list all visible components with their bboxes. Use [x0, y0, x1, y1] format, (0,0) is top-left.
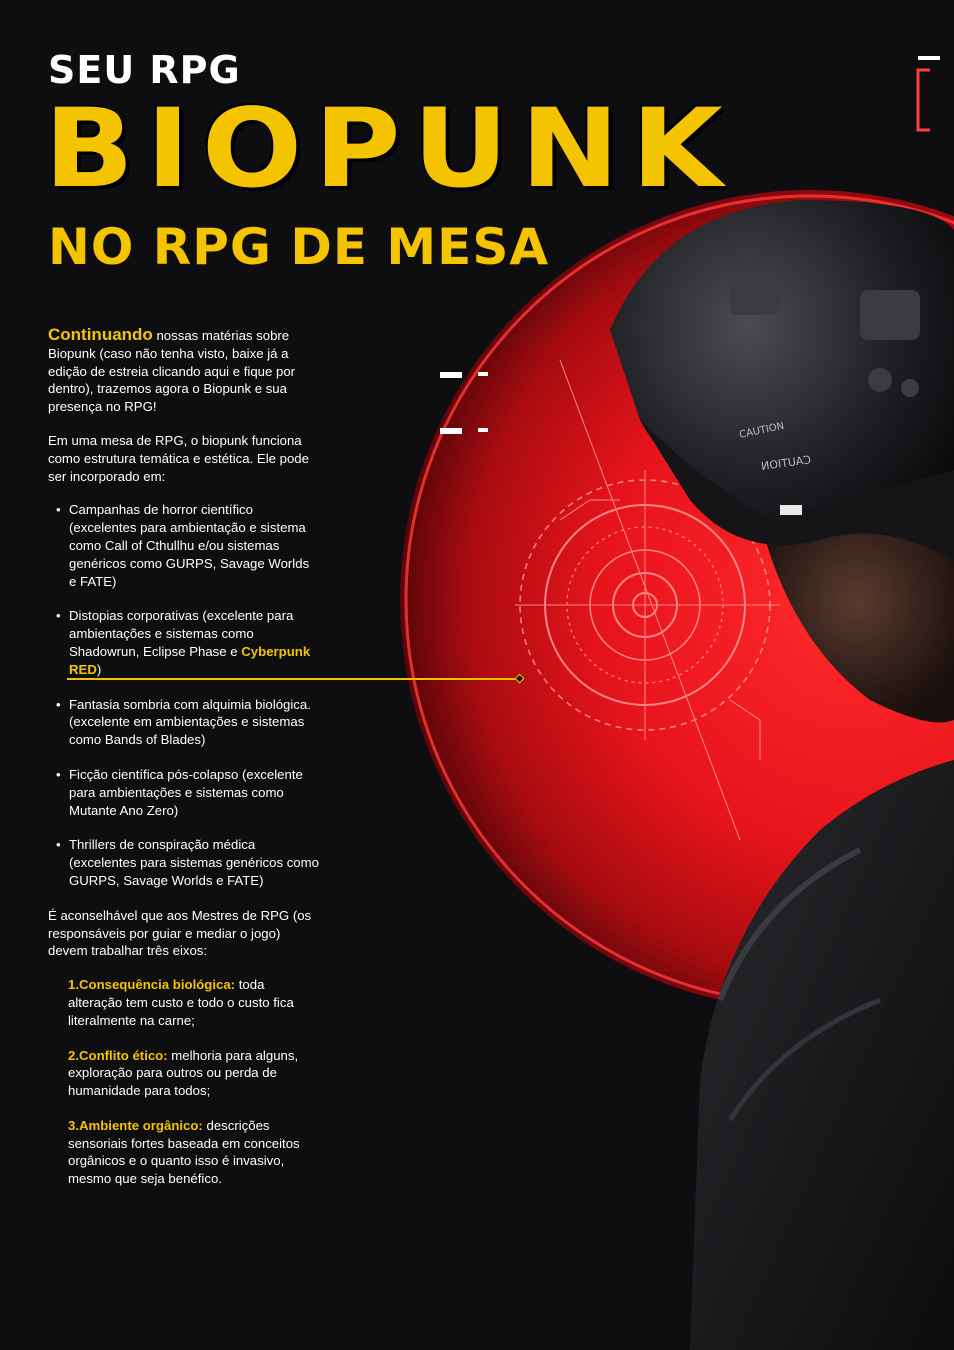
svg-text:CAUTION: CAUTION — [738, 420, 786, 441]
intro-paragraph — [48, 326, 320, 416]
axis-item: 2.Conflito ético: melhoria para alguns, exploração para outros ou perda de humanidade para todos; — [68, 1047, 299, 1099]
axis-title: 1.Consequência biológica: — [68, 977, 236, 993]
page-subtitle: NO RPG DE MESA — [48, 218, 550, 276]
axes-intro-paragraph: É aconselhável que aos Mestres de RPG (os responsáveis por guiar e mediar o jogo) devem trabalhar três eixos: — [48, 907, 312, 959]
article-body — [48, 326, 320, 1205]
list-item: • Distopias corporativas (excelente para ambientações e sistemas como Shadowrun, Eclipse Phase e Cyberpunk RED) — [69, 607, 320, 678]
page-title: BIOPUNK — [44, 84, 735, 212]
axis-title: 2.Conflito ético: — [68, 1047, 168, 1063]
use-list — [48, 501, 320, 889]
list-item: • Ficção científica pós-colapso (excelente para ambientações e sistemas como Mutante Ano Zero) — [69, 766, 320, 819]
list-item: • Thrillers de conspiração médica (excelentes para sistemas genéricos como GURPS, Savage Worlds e FATE) — [69, 836, 320, 889]
axis-title: 3.Ambiente orgânico: — [68, 1117, 203, 1133]
context-paragraph: Em uma mesa de RPG, o biopunk funciona como estrutura temática e estética. Ele pode ser incorporado em: — [48, 432, 309, 484]
helmet-light — [780, 505, 802, 515]
list-item: • Fantasia sombria com alquimia biológica. (excelente em ambientações e sistemas como Bands of Blades) — [69, 696, 320, 749]
highlight-cyberpunk-red: Cyberpunk RED — [69, 643, 311, 677]
leader-line — [67, 678, 519, 680]
hud-bar — [918, 56, 940, 60]
intro-text[interactable]: nossas matérias sobre Biopunk (caso não tenha visto, baixe já a edição de estreia clicando aqui e fique por dentro), trazemos agora o Biopunk e sua presença no RPG! — [48, 328, 296, 415]
axes-list — [48, 976, 320, 1188]
lead-word: Continuando — [48, 325, 153, 344]
axis-item: 1.Consequência biológica: toda alteração tem custo e todo o custo fica literalmente na carne; — [68, 977, 294, 1028]
svg-text:CAUTION: CAUTION — [760, 453, 812, 474]
section-kicker: SEU RPG — [48, 48, 241, 92]
hud-corner-bracket — [918, 70, 930, 130]
list-item: • Campanhas de horror científico (excelentes para ambientação e sistema como Call of Cthullhu e/ou sistemas genéricos como GURPS, Savage Worlds e FATE) — [69, 501, 320, 590]
axis-item: 3.Ambiente orgânico: descrições sensoriais fortes baseada em conceitos orgânicos e o quanto isso é invasivo, mesmo que seja benéfico. — [68, 1117, 300, 1187]
